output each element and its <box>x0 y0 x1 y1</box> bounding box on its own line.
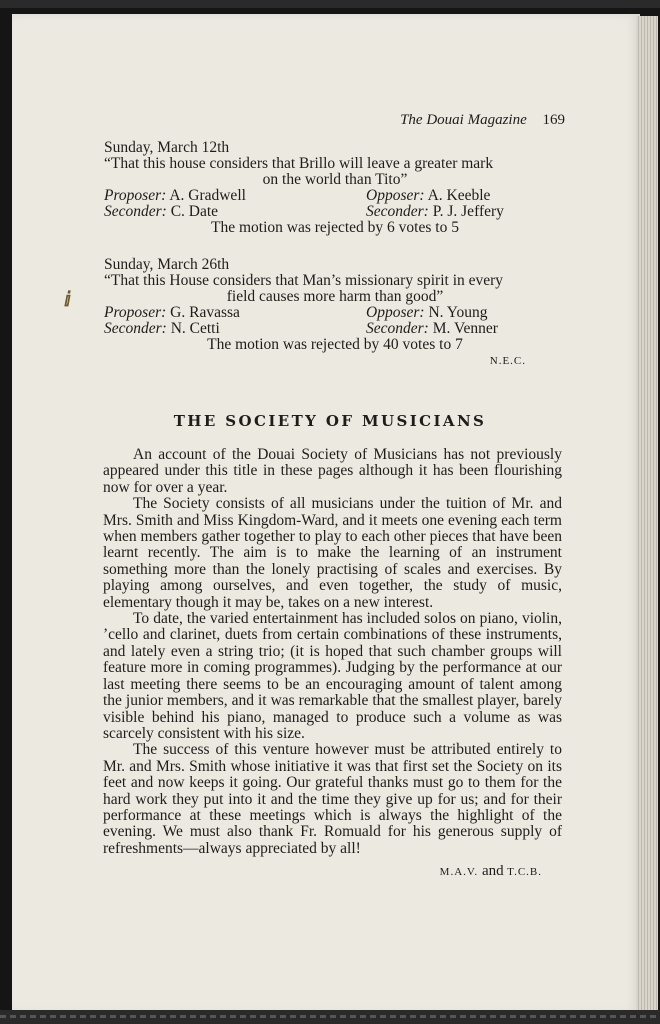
article-paragraph: The success of this venture however must be attributed entirely to Mr. and Mrs. Smith whose initiative it was that first set the Society on its feet and now keeps it going. Our grateful thanks must go to them for the hard work they put into it and the time they give up for us; and for their performance at these meetings which is always the highlight of the evening. We must also thank Fr. Romuald for his generous supply of refreshments—always appreciated by all! <box>103 741 562 857</box>
debate-motion: “That this House considers that Man’s missionary spirit in every <box>104 272 504 289</box>
proposer-row <box>104 305 566 321</box>
margin-mark: ⅈ <box>64 289 72 311</box>
seconder-prop-name: C. Date <box>170 203 219 220</box>
seconder-opp-name: M. Venner <box>432 320 498 337</box>
seconder-label: Seconder: <box>104 203 167 220</box>
opposer-name: N. Young <box>428 304 488 321</box>
signoff-and: and <box>481 863 504 880</box>
debate-motion-cont: on the world than Tito” <box>262 171 408 188</box>
article-paragraph: An account of the Douai Society of Musicians has not previously appeared under this title in these pages although it has been flourishing now for over a year. <box>103 446 562 496</box>
proposer-label: Proposer: <box>104 304 167 321</box>
page-edge-stack <box>636 16 658 1012</box>
seconder-row <box>104 321 566 337</box>
proposer-name: A. Gradwell <box>169 187 246 204</box>
seconder-label-opp: Seconder: <box>366 320 429 337</box>
article-paragraph: To date, the varied entertainment has included solos on piano, violin, ’cello and clarinet, duets from certain combinations of these instruments, and lately even a string trio; (it is hoped that such chamber groups will feature more in coming programmes). Judging by the performance at our last meeting there seems to be an encouraging amount of talent among the junior members, and it was remarkable that the smallest player, barely visible behind his piano, managed to produce such a volume as was scarcely consistent with his size. <box>103 610 562 742</box>
proposer-label: Proposer: <box>104 187 167 204</box>
proposer-row <box>104 188 566 204</box>
page-number: 169 <box>542 112 565 128</box>
magazine-title: The Douai Magazine <box>400 112 527 128</box>
debate-1 <box>104 140 566 236</box>
signoff-initials-b: T.C.B. <box>507 866 542 879</box>
debate-initials: N.E.C. <box>489 355 526 367</box>
proposer-name: G. Ravassa <box>170 304 240 321</box>
article-title: THE SOCIETY OF MUSICIANS <box>173 412 487 430</box>
debate-result: The motion was rejected by 6 votes to 5 <box>211 219 459 236</box>
seconder-row <box>104 204 566 220</box>
scan-top-border <box>0 0 660 8</box>
running-header <box>400 112 565 129</box>
debate-result: The motion was rejected by 40 votes to 7 <box>207 336 463 353</box>
debate-motion: “That this house considers that Brillo will leave a greater mark <box>104 155 494 172</box>
article-paragraph: The Society consists of all musicians under the tuition of Mr. and Mrs. Smith and Miss Kingdom-Ward, and it meets one evening each term when members gather together to play to each other pieces that have been learnt recently. The aim is to make the learning of an instrument something more than the lonely practising of scales and exercises. By playing among ourselves, and even together, the study of music, elementary though it may be, takes on a new interest. <box>103 495 562 611</box>
seconder-label-opp: Seconder: <box>366 203 429 220</box>
debate-date: Sunday, March 26th <box>104 256 230 273</box>
opposer-label: Opposer: <box>366 304 425 321</box>
debate-2 <box>104 257 566 369</box>
article-signoff <box>103 863 562 880</box>
debate-date: Sunday, March 12th <box>104 139 230 156</box>
opposer-name: A. Keeble <box>427 187 491 204</box>
article-body <box>103 447 562 881</box>
signoff-initials-a: M.A.V. <box>439 866 479 879</box>
seconder-label: Seconder: <box>104 320 167 337</box>
scan-bottom-border <box>0 1010 660 1024</box>
seconder-prop-name: N. Cetti <box>170 320 220 337</box>
opposer-label: Opposer: <box>366 187 425 204</box>
debate-motion-cont: field causes more harm than good” <box>226 288 444 305</box>
seconder-opp-name: P. J. Jeffery <box>432 203 504 220</box>
